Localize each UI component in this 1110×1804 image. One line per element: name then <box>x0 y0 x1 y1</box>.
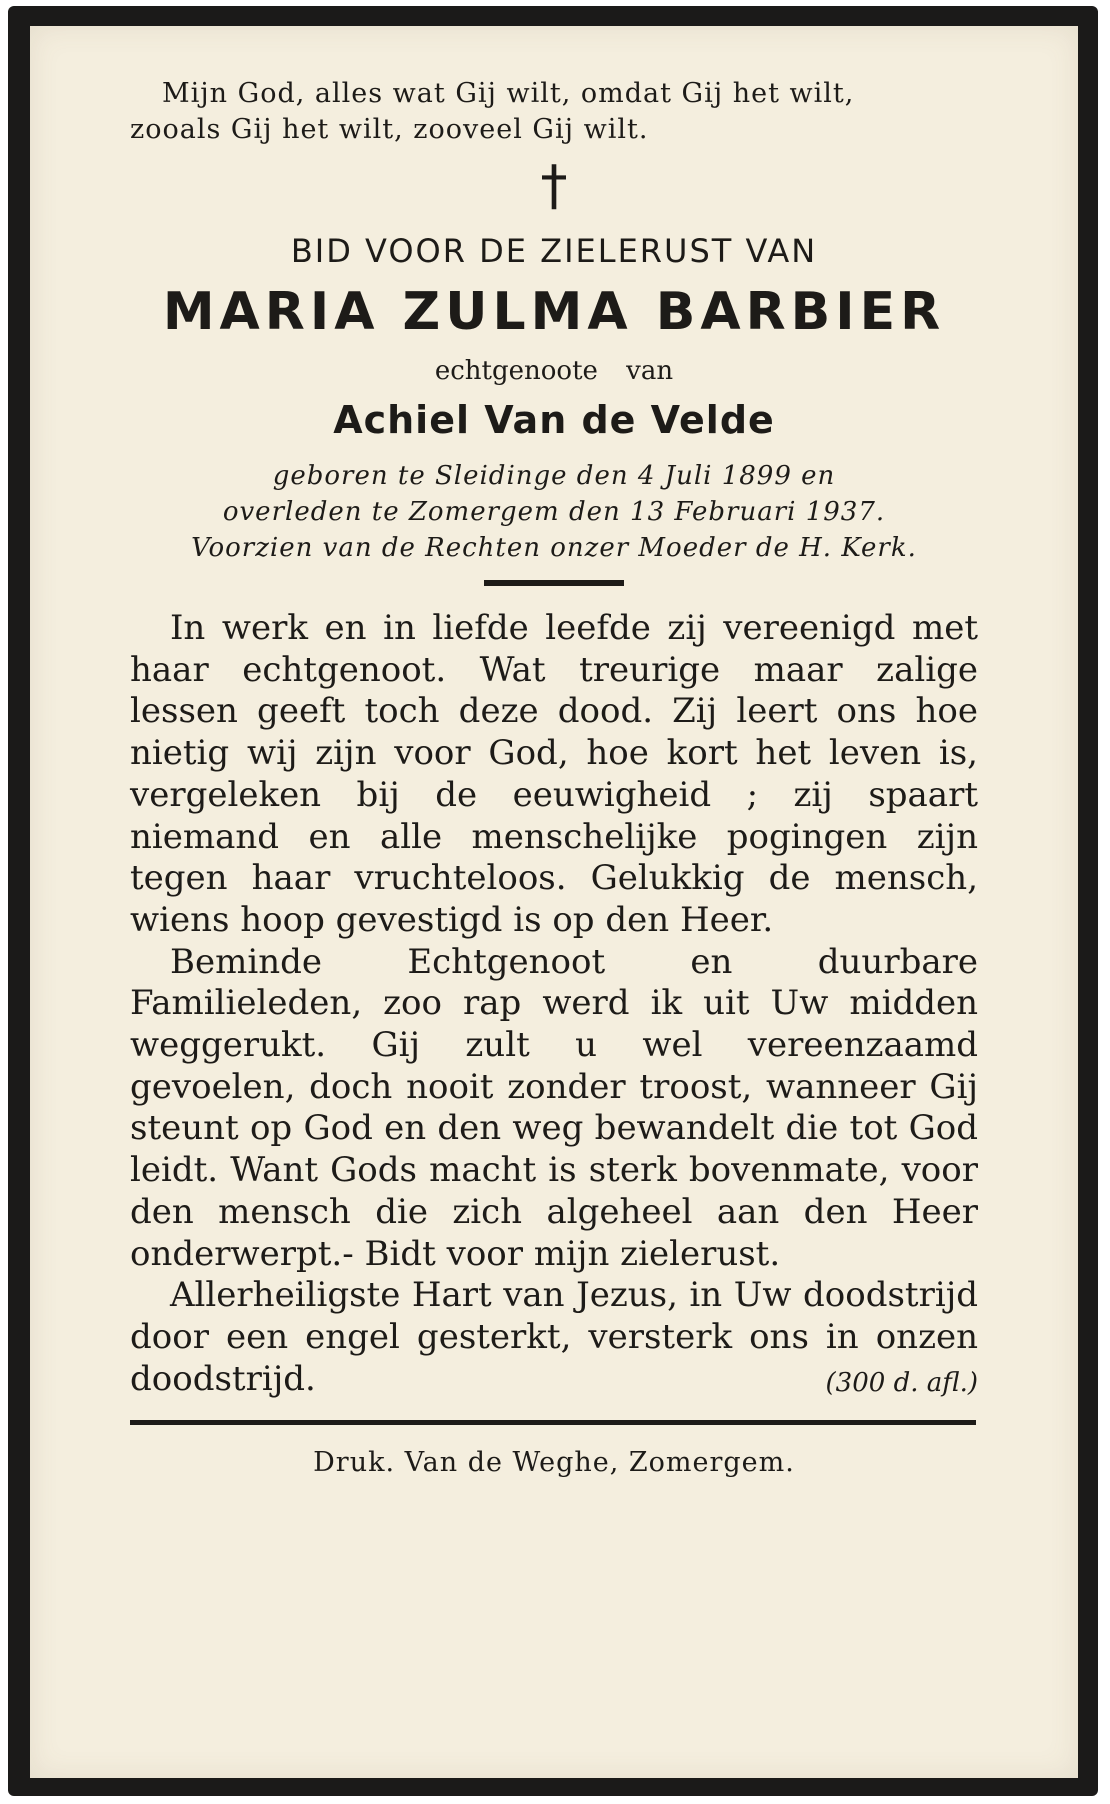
motto-line-1: Mijn God, alles wat Gij wilt, omdat Gij het wilt, <box>162 78 855 109</box>
spouse-name: Achiel Van de Velde <box>333 398 775 442</box>
card-content <box>130 76 978 1478</box>
body-paragraph-3 <box>130 1275 978 1400</box>
death-line: overleden te Zomergem den 13 Februari 1937. <box>222 497 886 527</box>
body-text <box>130 608 978 1400</box>
sacraments-line: Voorzien van de Rechten onzer Moeder de H. Kerk. <box>191 533 917 563</box>
deceased-name: MARIA ZULMA BARBIER <box>162 282 946 342</box>
motto-line-2: zooals Gij het wilt, zooveel Gij wilt. <box>130 114 649 145</box>
cross-icon: † <box>540 154 568 217</box>
indulgence-note: (300 d. afl.) <box>825 1367 978 1398</box>
memorial-card <box>8 6 1098 1796</box>
prayer-text: Allerheiligste Hart van Jezus, in Uw doodstrijd door een engel gesterkt, versterk ons in onzen doodstrijd. <box>130 1275 978 1399</box>
life-dates <box>130 458 978 566</box>
printer-credit: Druk. Van de Weghe, Zomergem. <box>313 1447 795 1479</box>
body-paragraph-1: In werk en in liefde leefde zij vereenigd met haar echtgenoot. Wat treurige maar zalige lessen geeft toch deze dood. Zij leert ons hoe nietig wij zijn voor God, hoe kort het leven is, vergeleken bij de eeuwigheid ; zij spaart niemand en alle menschelijke pogingen zijn tegen haar vruchteloos. Gelukkig de mensch, wiens hoop gevestigd is op den Heer. <box>130 608 978 940</box>
divider-long <box>130 1420 976 1425</box>
card-paper <box>30 26 1078 1778</box>
birth-line: geboren te Sleidinge den 4 Juli 1899 en <box>272 461 836 491</box>
body-paragraph-2: Beminde Echtgenoot en duurbare Familieleden, zoo rap werd ik uit Uw midden weggerukt. Gij zult u wel vereenzaamd gevoelen, doch nooit zonder troost, wanneer Gij steunt op God en den weg bewandelt die tot God leidt. Want Gods macht is sterk bovenmate, voor den mensch die zich algeheel aan den Heer onderwerpt.- Bidt voor mijn zielerust. <box>130 941 978 1274</box>
spouse-label: echtgenoote van <box>434 356 674 386</box>
motto <box>130 76 978 148</box>
divider-short <box>484 580 624 586</box>
prayer-header: BID VOOR DE ZIELERUST VAN <box>290 232 818 270</box>
